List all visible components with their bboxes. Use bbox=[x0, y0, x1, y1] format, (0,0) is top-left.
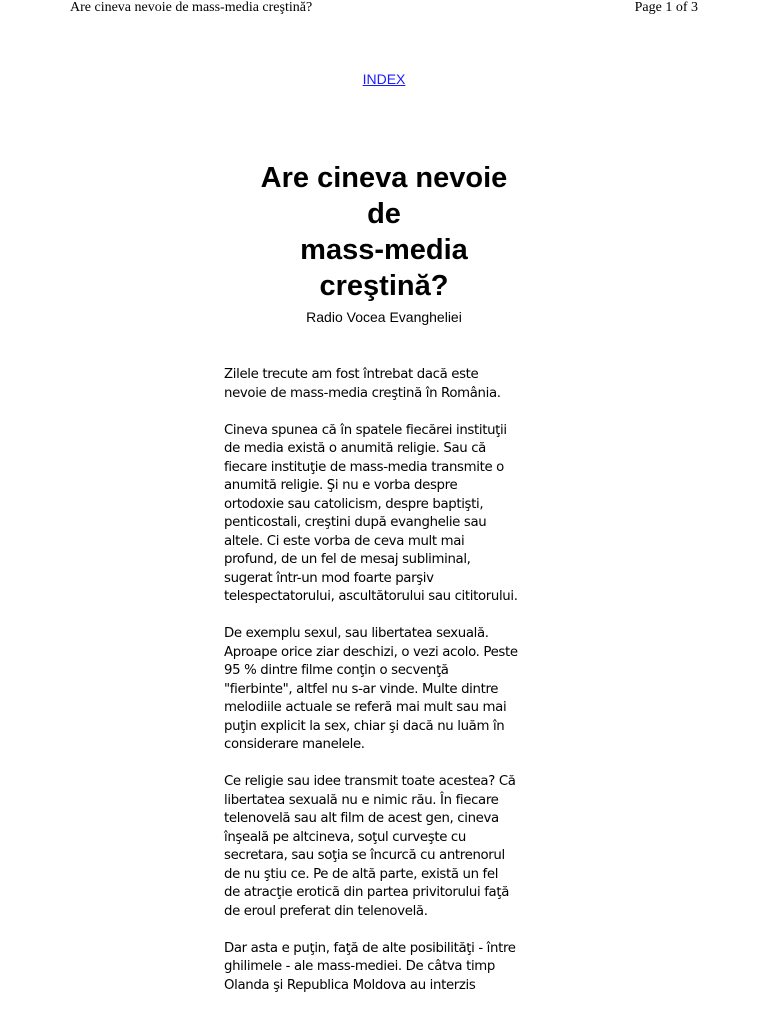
text-line: penticostali, creştini după evanghelie sau bbox=[224, 515, 487, 530]
page-subtitle: Radio Vocea Evangheliei bbox=[306, 309, 462, 325]
text-line: "fierbinte", altfel nu s-ar vinde. Multe dintre bbox=[224, 681, 499, 697]
article-body bbox=[224, 366, 554, 1014]
text-line: de nu ştiu ce. Pe de altă parte, există un fel bbox=[224, 866, 499, 882]
text-line: înşeală pe altcineva, soţul curveşte cu bbox=[224, 829, 466, 845]
paragraph bbox=[224, 366, 554, 403]
text-line: puţin explicit la sex, chiar şi dacă nu luăm în bbox=[224, 718, 505, 734]
text-line: anumită religie. Şi nu e vorba despre bbox=[224, 478, 458, 493]
title-line: mass-media bbox=[300, 234, 468, 266]
text-line: de eroul preferat din telenovelă. bbox=[224, 903, 428, 919]
text-line: fiecare instituţie de mass-media transmite o bbox=[224, 459, 504, 475]
text-line: de atracţie erotică din partea privitorului faţă bbox=[224, 885, 509, 900]
title-line: de bbox=[367, 198, 401, 230]
text-line: Zilele trecute am fost întrebat dacă este bbox=[224, 367, 479, 382]
text-line: ortodoxie sau catolicism, despre baptişti, bbox=[224, 496, 484, 512]
page-title bbox=[234, 160, 534, 304]
text-line: libertatea sexuală nu e nimic rău. În fiecare bbox=[224, 792, 499, 808]
text-line: profund, de un fel de mesaj subliminal, bbox=[224, 552, 471, 567]
text-line: 95 % dintre filme conţin o secvenţă bbox=[224, 663, 449, 678]
paragraph bbox=[224, 422, 554, 607]
text-line: sugerat într-un mod foarte parşiv bbox=[224, 570, 434, 586]
text-line: telespectatorului, ascultătorului sau cititorului. bbox=[224, 589, 518, 604]
text-line: melodiile actuale se referă mai mult sau mai bbox=[224, 700, 507, 715]
paragraph bbox=[224, 773, 554, 921]
paragraph bbox=[224, 940, 554, 996]
text-line: De exemplu sexul, sau libertatea sexuală. bbox=[224, 626, 489, 641]
title-line: Are cineva nevoie bbox=[260, 162, 508, 194]
text-line: altele. Ci este vorba de ceva mult mai bbox=[224, 533, 465, 549]
text-line: de media există o anumită religie. Sau că bbox=[224, 441, 486, 456]
text-line: secretara, sau soţia se încurcă cu antrenorul bbox=[224, 848, 505, 863]
text-line: ghilimele - ale mass-mediei. De câtva timp bbox=[224, 959, 495, 974]
text-line: Dar asta e puţin, faţă de alte posibilităţi - între bbox=[224, 940, 516, 956]
paragraph bbox=[224, 625, 554, 755]
text-line: Olanda şi Republica Moldova au interzis bbox=[224, 977, 476, 993]
print-header-title: Are cineva nevoie de mass-media creştină? bbox=[70, 0, 313, 15]
text-line: considerare manelele. bbox=[224, 737, 365, 752]
text-line: nevoie de mass-media creştină în România. bbox=[224, 385, 501, 401]
text-line: telenovelă sau alt film de acest gen, cineva bbox=[224, 811, 499, 826]
title-line: creştină? bbox=[319, 270, 449, 302]
print-header bbox=[0, 0, 768, 20]
text-line: Aproape orice ziar deschizi, o vezi acolo. Peste bbox=[224, 644, 518, 660]
text-line: Cineva spunea că în spatele fiecărei instituţii bbox=[224, 422, 507, 438]
index-link[interactable]: INDEX bbox=[362, 71, 406, 87]
text-line: Ce religie sau idee transmit toate acestea? Că bbox=[224, 774, 516, 789]
index-link-container bbox=[0, 71, 768, 87]
print-header-page-number: Page 1 of 3 bbox=[634, 0, 698, 15]
